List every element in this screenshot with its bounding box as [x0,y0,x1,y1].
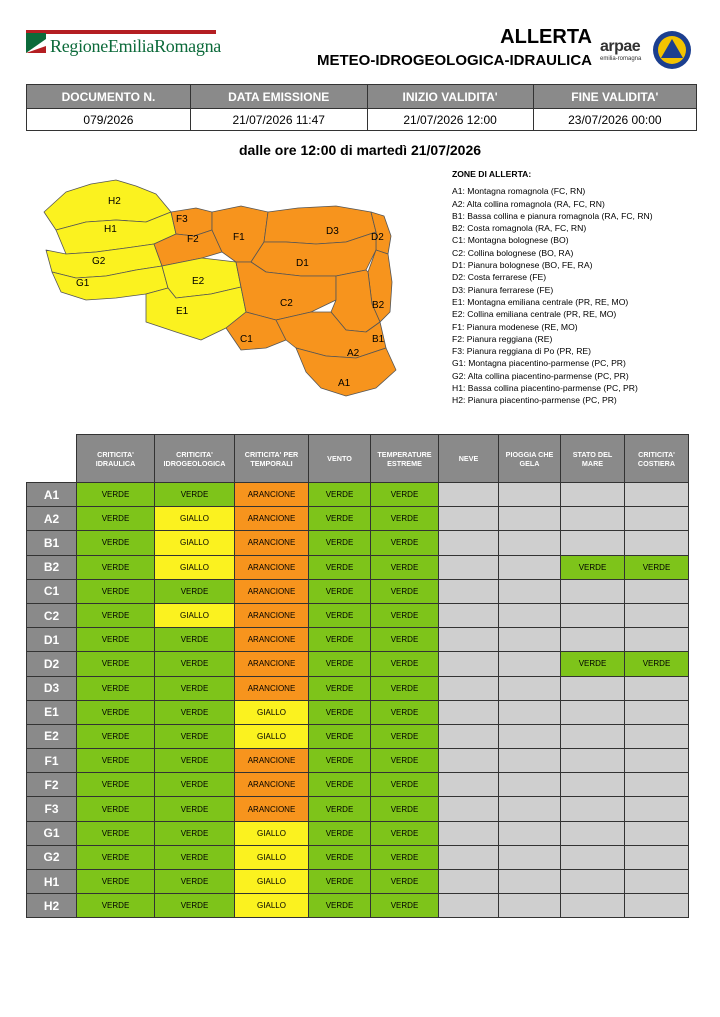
criticity-level-cell: VERDE [77,797,155,821]
doc-emission-date: 21/07/2026 11:47 [190,109,367,131]
criticity-level-cell: ARANCIONE [235,797,309,821]
criticity-level-cell: VERDE [561,555,625,579]
criticity-level-cell [439,628,499,652]
zone-cell: A1 [27,483,77,507]
criticity-level-cell [561,700,625,724]
criticity-level-cell [561,531,625,555]
criticity-level-cell: VERDE [77,483,155,507]
criticity-level-cell: VERDE [77,700,155,724]
criticity-level-cell [499,579,561,603]
table-row [27,507,689,531]
criticity-level-cell [561,870,625,894]
criticity-level-cell: ARANCIONE [235,628,309,652]
criticity-level-cell: VERDE [155,724,235,748]
arpae-logo-text: arpae [600,38,641,55]
criticity-column-header: CRITICITA' IDROGEOLOGICA [155,435,235,483]
zone-cell: C2 [27,603,77,627]
criticity-level-cell: VERDE [309,894,371,918]
zone-cell: H2 [27,894,77,918]
criticity-level-cell: GIALLO [155,531,235,555]
criticity-corner [27,435,77,483]
zone-cell: A2 [27,507,77,531]
criticity-level-cell: VERDE [371,483,439,507]
criticity-level-cell: GIALLO [235,700,309,724]
criticity-column-header: PIOGGIA CHE GELA [499,435,561,483]
map-label-b1: B1 [372,334,385,345]
criticity-level-cell [499,845,561,869]
arpae-logo [600,38,650,68]
criticity-level-cell: VERDE [371,555,439,579]
criticity-level-cell: VERDE [309,579,371,603]
zone-cell: D2 [27,652,77,676]
zone-cell: G2 [27,845,77,869]
zone-cell: C1 [27,579,77,603]
doc-start-validity: 21/07/2026 12:00 [367,109,533,131]
regione-flag-icon [26,33,46,53]
doc-number: 079/2026 [27,109,191,131]
table-row [27,797,689,821]
document-info-table [26,84,697,131]
criticity-level-cell: VERDE [77,749,155,773]
zone-legend-item: F2: Pianura reggiana (RE) [452,333,553,344]
criticity-level-cell: VERDE [77,894,155,918]
criticity-level-cell: ARANCIONE [235,483,309,507]
zone-cell: G1 [27,821,77,845]
criticity-level-cell: VERDE [371,676,439,700]
criticity-level-cell: VERDE [77,555,155,579]
criticity-level-cell [561,821,625,845]
criticity-level-cell [625,676,689,700]
criticity-level-cell [499,507,561,531]
criticity-table [26,434,689,918]
criticity-level-cell [439,652,499,676]
criticity-level-cell [561,603,625,627]
criticity-level-cell [625,821,689,845]
logo-bar [26,30,216,34]
criticity-level-cell: VERDE [77,821,155,845]
criticity-level-cell: ARANCIONE [235,579,309,603]
criticity-level-cell: GIALLO [155,507,235,531]
doc-header-emission: DATA EMISSIONE [190,85,367,109]
criticity-level-cell: VERDE [371,579,439,603]
table-row [27,700,689,724]
map-label-f1: F1 [233,232,245,243]
zone-cell: E1 [27,700,77,724]
criticity-level-cell [499,603,561,627]
criticity-level-cell: VERDE [309,821,371,845]
criticity-column-header: CRITICITA' PER TEMPORALI [235,435,309,483]
criticity-level-cell [625,531,689,555]
zone-cell: E2 [27,724,77,748]
map-label-f3: F3 [176,214,188,225]
criticity-level-cell: VERDE [371,652,439,676]
criticity-level-cell: VERDE [309,749,371,773]
zones-legend [452,168,712,407]
criticity-column-header: VENTO [309,435,371,483]
criticity-level-cell: VERDE [155,700,235,724]
criticity-level-cell [499,821,561,845]
criticity-level-cell: VERDE [77,870,155,894]
criticity-level-cell: GIALLO [235,821,309,845]
criticity-level-cell: ARANCIONE [235,507,309,531]
doc-header-end: FINE VALIDITA' [533,85,696,109]
criticity-level-cell: VERDE [309,531,371,555]
zone-legend-item: G2: Alta collina piacentino-parmense (PC, PR) [452,370,629,381]
criticity-level-cell: VERDE [155,676,235,700]
criticity-level-cell: VERDE [309,845,371,869]
criticity-level-cell: VERDE [309,555,371,579]
zone-cell: B1 [27,531,77,555]
criticity-level-cell: VERDE [309,628,371,652]
table-row [27,749,689,773]
criticity-column-header: NEVE [439,435,499,483]
criticity-level-cell [499,531,561,555]
criticity-level-cell [625,749,689,773]
criticity-level-cell: VERDE [77,531,155,555]
criticity-level-cell: VERDE [155,628,235,652]
zone-legend-item: E2: Collina emiliana centrale (PR, RE, MO) [452,309,617,320]
zone-legend-item: G1: Montagna piacentino-parmense (PC, PR) [452,358,626,369]
criticity-level-cell: ARANCIONE [235,676,309,700]
table-row [27,483,689,507]
criticity-level-cell: VERDE [155,579,235,603]
criticity-level-cell: VERDE [309,483,371,507]
criticity-level-cell: GIALLO [235,894,309,918]
table-row [27,579,689,603]
criticity-level-cell [625,773,689,797]
criticity-column-header: CRITICITA' COSTIERA [625,435,689,483]
criticity-level-cell: VERDE [155,870,235,894]
criticity-level-cell: VERDE [371,724,439,748]
criticity-level-cell: VERDE [371,603,439,627]
criticity-level-cell: VERDE [309,507,371,531]
map-label-g2: G2 [92,256,106,267]
criticity-level-cell [499,724,561,748]
title-meteo: METEO-IDROGEOLOGICA-IDRAULICA [317,52,592,69]
zone-legend-item: D2: Costa ferrarese (FE) [452,272,547,283]
criticity-level-cell: VERDE [561,652,625,676]
criticity-level-cell [625,845,689,869]
zone-legend-item: C1: Montagna bolognese (BO) [452,235,569,246]
zone-cell: H1 [27,870,77,894]
criticity-level-cell [439,894,499,918]
criticity-level-cell [499,773,561,797]
criticity-level-cell [625,700,689,724]
table-row [27,845,689,869]
criticity-level-cell [439,579,499,603]
criticity-level-cell: VERDE [371,894,439,918]
criticity-level-cell [625,579,689,603]
criticity-level-cell: VERDE [155,749,235,773]
criticity-level-cell [625,628,689,652]
criticity-level-cell [439,507,499,531]
criticity-level-cell: VERDE [155,797,235,821]
criticity-level-cell [625,870,689,894]
criticity-level-cell [561,724,625,748]
criticity-level-cell [439,821,499,845]
criticity-level-cell [499,894,561,918]
table-row [27,555,689,579]
map-label-a1: A1 [338,378,351,389]
criticity-column-header: TEMPERATURE ESTREME [371,435,439,483]
criticity-level-cell: VERDE [155,894,235,918]
table-row [27,724,689,748]
criticity-level-cell: VERDE [371,773,439,797]
map-label-b2: B2 [372,300,385,311]
criticity-level-cell: ARANCIONE [235,603,309,627]
criticity-level-cell [561,845,625,869]
doc-end-validity: 23/07/2026 00:00 [533,109,696,131]
criticity-level-cell: VERDE [309,676,371,700]
zone-legend-item: B2: Costa romagnola (RA, FC, RN) [452,223,587,234]
criticity-level-cell: VERDE [77,676,155,700]
zone-legend-item: D1: Pianura bolognese (BO, FE, RA) [452,260,593,271]
criticity-level-cell [439,483,499,507]
zone-legend-item: F3: Pianura reggiana di Po (PR, RE) [452,346,591,357]
criticity-level-cell [439,773,499,797]
zone-legend-item: H1: Bassa collina piacentino-parmense (PC, PR) [452,383,638,394]
criticity-level-cell: VERDE [77,603,155,627]
criticity-level-cell: VERDE [77,579,155,603]
protezione-civile-emblem-icon [652,30,692,70]
criticity-level-cell [561,894,625,918]
criticity-level-cell [499,483,561,507]
criticity-level-cell [625,507,689,531]
criticity-level-cell [625,483,689,507]
criticity-level-cell: VERDE [371,749,439,773]
criticity-column-header: STATO DEL MARE [561,435,625,483]
criticity-level-cell [625,894,689,918]
criticity-level-cell: VERDE [155,773,235,797]
criticity-level-cell [561,749,625,773]
criticity-level-cell [561,507,625,531]
zone-cell: B2 [27,555,77,579]
criticity-level-cell [499,628,561,652]
regione-logo [26,30,221,60]
criticity-level-cell: VERDE [77,652,155,676]
criticity-level-cell: VERDE [625,555,689,579]
criticity-level-cell [561,483,625,507]
zone-cell: F3 [27,797,77,821]
map-label-c2: C2 [280,298,293,309]
criticity-level-cell: VERDE [371,870,439,894]
table-row [27,603,689,627]
validity-subtitle: dalle ore 12:00 di martedì 21/07/2026 [238,142,482,158]
criticity-level-cell: ARANCIONE [235,749,309,773]
criticity-level-cell [499,700,561,724]
zone-cell: D1 [27,628,77,652]
criticity-level-cell [499,797,561,821]
criticity-level-cell: GIALLO [155,555,235,579]
criticity-level-cell [499,870,561,894]
map-label-g1: G1 [76,278,90,289]
criticity-level-cell [499,676,561,700]
doc-header-number: DOCUMENTO N. [27,85,191,109]
criticity-level-cell [561,773,625,797]
map-label-e1: E1 [176,306,189,317]
criticity-level-cell [439,603,499,627]
criticity-level-cell: VERDE [77,773,155,797]
zone-cell: F2 [27,773,77,797]
criticity-level-cell: VERDE [77,724,155,748]
criticity-level-cell [625,603,689,627]
table-row [27,531,689,555]
criticity-level-cell [499,749,561,773]
criticity-level-cell: GIALLO [235,870,309,894]
criticity-level-cell: VERDE [625,652,689,676]
criticity-level-cell: VERDE [155,821,235,845]
map-label-h1: H1 [104,224,117,235]
criticity-level-cell [439,555,499,579]
criticity-level-cell [625,797,689,821]
criticity-level-cell: VERDE [371,507,439,531]
criticity-level-cell [561,628,625,652]
zone-legend-item: E1: Montagna emiliana centrale (PR, RE, MO) [452,296,629,307]
criticity-level-cell: VERDE [77,628,155,652]
criticity-level-cell: GIALLO [235,845,309,869]
criticity-level-cell [499,652,561,676]
criticity-level-cell: VERDE [309,724,371,748]
table-row [27,821,689,845]
criticity-level-cell: VERDE [371,628,439,652]
criticity-level-cell [499,555,561,579]
arpae-logo-sub: emilia-romagna [600,56,642,62]
criticity-level-cell: VERDE [155,652,235,676]
criticity-level-cell: GIALLO [155,603,235,627]
criticity-level-cell: VERDE [371,531,439,555]
table-row [27,628,689,652]
table-row [27,676,689,700]
zone-legend-item: H2: Pianura piacentino-parmense (PC, PR) [452,395,617,406]
zone-legend-item: D3: Pianura ferrarese (FE) [452,284,554,295]
table-row [27,652,689,676]
criticity-level-cell: ARANCIONE [235,773,309,797]
criticity-level-cell [439,676,499,700]
map-label-d1: D1 [296,258,309,269]
alert-zones-map [36,172,444,404]
map-label-e2: E2 [192,276,205,287]
zone-legend-item: F1: Pianura modenese (RE, MO) [452,321,578,332]
criticity-level-cell [625,724,689,748]
criticity-level-cell: VERDE [309,870,371,894]
criticity-level-cell: VERDE [309,603,371,627]
criticity-level-cell [439,749,499,773]
criticity-level-cell: ARANCIONE [235,555,309,579]
table-row [27,870,689,894]
criticity-level-cell: ARANCIONE [235,531,309,555]
title-allerta: ALLERTA [500,26,592,48]
map-label-h2: H2 [108,196,121,207]
regione-name: RegioneEmiliaRomagna [50,36,221,56]
criticity-level-cell [561,797,625,821]
criticity-level-cell: VERDE [309,700,371,724]
zone-legend-item: A2: Alta collina romagnola (RA, FC, RN) [452,198,605,209]
criticity-column-header: CRITICITA' IDRAULICA [77,435,155,483]
criticity-level-cell [439,870,499,894]
zone-legend-item: C2: Collina bolognese (BO, RA) [452,247,574,258]
criticity-level-cell: VERDE [371,797,439,821]
criticity-level-cell [439,724,499,748]
criticity-level-cell: VERDE [77,845,155,869]
criticity-level-cell: VERDE [309,797,371,821]
criticity-level-cell [561,579,625,603]
map-label-c1: C1 [240,334,253,345]
criticity-level-cell [439,845,499,869]
doc-header-start: INIZIO VALIDITA' [367,85,533,109]
criticity-level-cell: VERDE [155,845,235,869]
zone-legend-item: B1: Bassa collina e pianura romagnola (RA, FC, RN) [452,210,653,221]
map-label-a2: A2 [347,348,360,359]
criticity-level-cell [439,700,499,724]
criticity-level-cell: VERDE [77,507,155,531]
criticity-level-cell: ARANCIONE [235,652,309,676]
map-label-d2: D2 [371,232,384,243]
map-label-d3: D3 [326,226,339,237]
criticity-level-cell: VERDE [371,700,439,724]
criticity-level-cell: VERDE [309,652,371,676]
zone-legend-item: A1: Montagna romagnola (FC, RN) [452,186,586,197]
table-row [27,894,689,918]
criticity-level-cell: VERDE [155,483,235,507]
table-row [27,773,689,797]
criticity-level-cell: GIALLO [235,724,309,748]
criticity-level-cell: VERDE [371,821,439,845]
zones-legend-title: ZONE DI ALLERTA: [452,169,532,179]
criticity-level-cell: VERDE [371,845,439,869]
map-label-f2: F2 [187,234,199,245]
zone-cell: D3 [27,676,77,700]
criticity-level-cell [439,531,499,555]
zone-cell: F1 [27,749,77,773]
criticity-level-cell [439,797,499,821]
criticity-level-cell [561,676,625,700]
criticity-level-cell: VERDE [309,773,371,797]
